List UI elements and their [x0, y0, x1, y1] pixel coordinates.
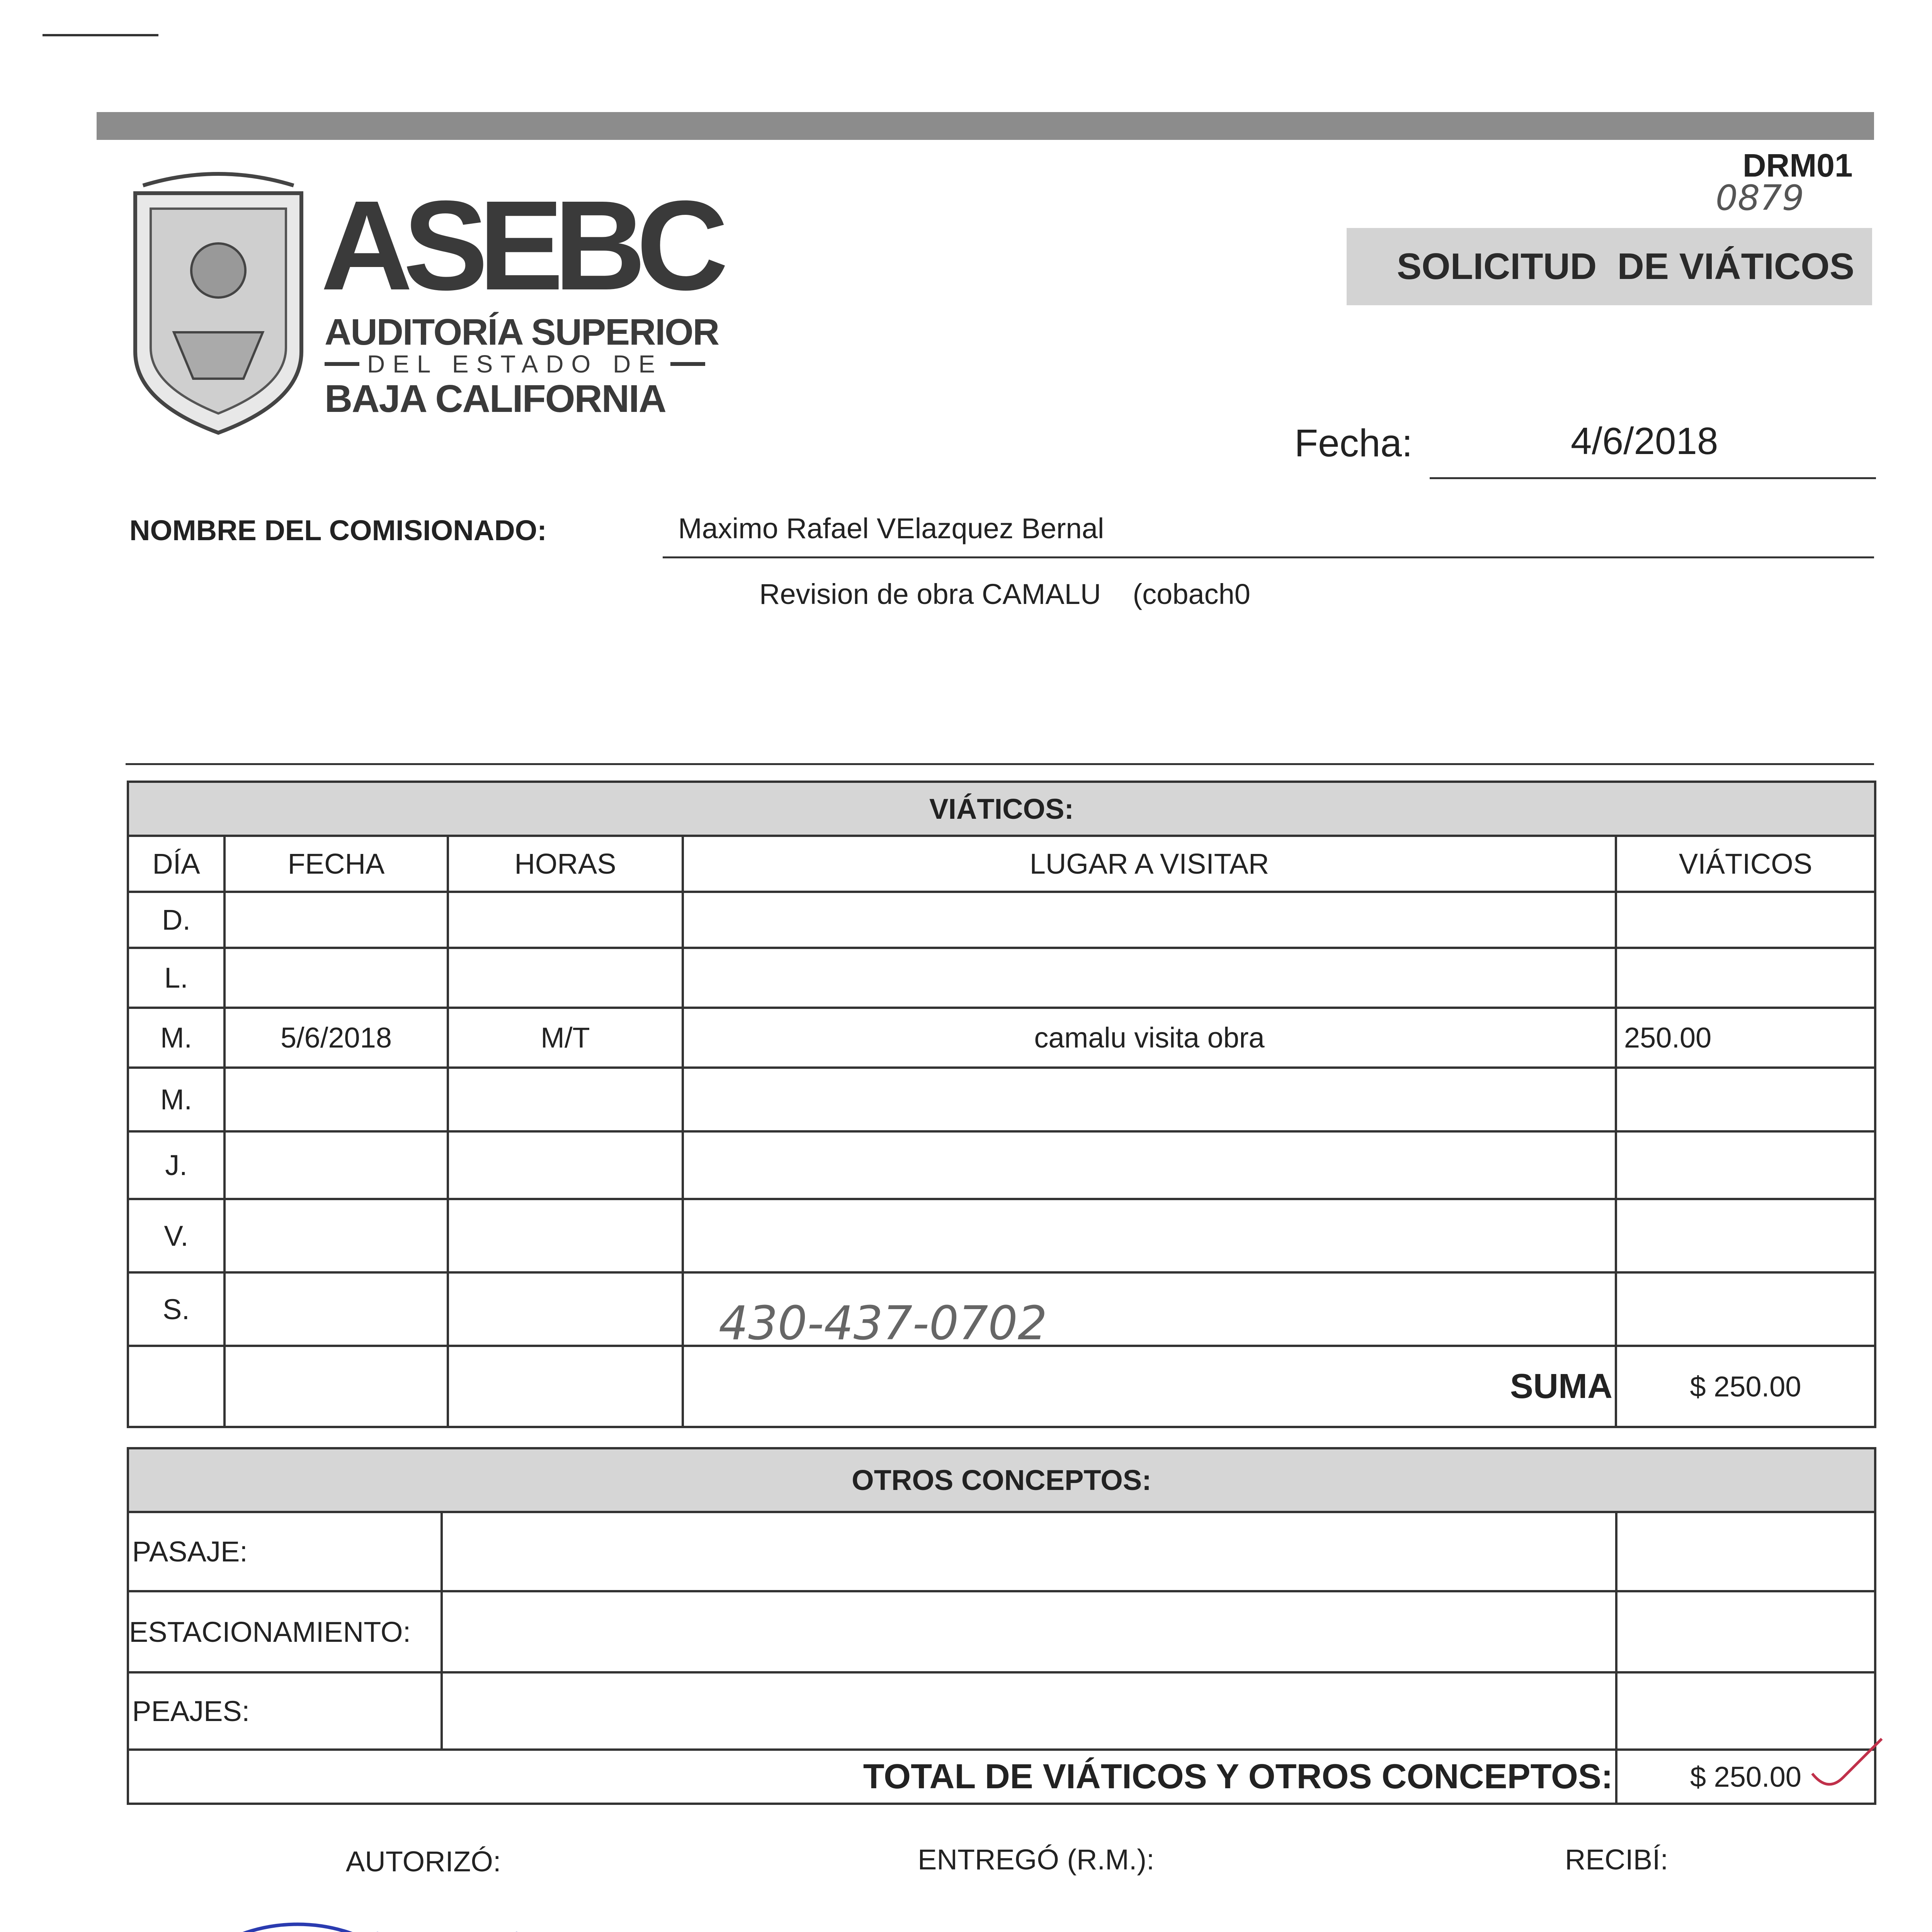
lugar-cell	[683, 1199, 1616, 1272]
col-header-dia: DÍA	[128, 836, 224, 892]
table-row	[128, 1512, 1875, 1591]
dia-cell: S.	[128, 1272, 224, 1346]
viaticos-table	[127, 781, 1876, 1428]
empty-cell	[448, 1346, 683, 1427]
fecha-cell	[224, 892, 448, 948]
autorizo-label: AUTORIZÓ:	[346, 1845, 501, 1878]
dia-cell: L.	[128, 948, 224, 1008]
dia-cell: D.	[128, 892, 224, 948]
horas-cell: M/T	[448, 1008, 683, 1068]
fecha-underline	[1430, 477, 1876, 479]
table-row	[128, 1199, 1875, 1272]
fecha-cell	[224, 948, 448, 1008]
horas-cell	[448, 892, 683, 948]
fecha-cell	[224, 1068, 448, 1131]
title-box	[1347, 228, 1872, 305]
total-row	[128, 1750, 1875, 1804]
suma-value: $ 250.00	[1616, 1346, 1875, 1427]
viaticos-cell	[1616, 948, 1875, 1008]
otros-heading: OTROS CONCEPTOS:	[128, 1448, 1875, 1512]
lugar-cell	[683, 892, 1616, 948]
col-header-horas: HORAS	[448, 836, 683, 892]
table-row	[128, 948, 1875, 1008]
fecha-label: Fecha:	[1294, 422, 1413, 465]
logo-line-2	[325, 350, 705, 378]
horas-cell	[448, 948, 683, 1008]
pasaje-detail	[442, 1512, 1616, 1591]
lugar-cell	[683, 1131, 1616, 1199]
handwritten-phone: 430-437-0702	[719, 1297, 1048, 1350]
recibi-label: RECIBÍ:	[1565, 1844, 1668, 1876]
logo-line-1: AUDITORÍA SUPERIOR	[325, 311, 719, 353]
col-header-fecha: FECHA	[224, 836, 448, 892]
otros-conceptos-table	[127, 1447, 1876, 1805]
viaticos-cell	[1616, 1131, 1875, 1199]
empty-cell	[128, 1346, 224, 1427]
signature-autorizo	[147, 1917, 707, 1932]
viaticos-cell	[1616, 892, 1875, 948]
fecha-cell: 5/6/2018	[224, 1008, 448, 1068]
viaticos-cell	[1616, 1068, 1875, 1131]
horas-cell	[448, 1199, 683, 1272]
horas-cell	[448, 1068, 683, 1131]
folio-number: 0879	[1716, 178, 1804, 218]
estacionamiento-value	[1616, 1591, 1875, 1672]
coat-of-arms-logo	[128, 170, 309, 437]
viaticos-heading: VIÁTICOS:	[128, 782, 1875, 836]
commission-purpose: Revision de obra CAMALU (cobach0	[759, 578, 1250, 610]
horas-cell	[448, 1272, 683, 1346]
total-label: TOTAL DE VIÁTICOS Y OTROS CONCEPTOS:	[128, 1750, 1616, 1804]
viaticos-cell	[1616, 1272, 1875, 1346]
estacionamiento-label: ESTACIONAMIENTO:	[128, 1591, 442, 1672]
pasaje-label: PASAJE:	[128, 1512, 442, 1591]
logo-line-2-text: DEL ESTADO DE	[367, 350, 663, 378]
horas-cell	[448, 1131, 683, 1199]
checkmark-icon	[1808, 1735, 1886, 1793]
table-row	[128, 1068, 1875, 1131]
col-header-viaticos: VIÁTICOS	[1616, 836, 1875, 892]
fecha-cell	[224, 1199, 448, 1272]
entrego-label: ENTREGÓ (R.M.):	[918, 1844, 1155, 1876]
top-bar	[97, 112, 1874, 140]
viaticos-cell	[1616, 1199, 1875, 1272]
empty-cell	[224, 1346, 448, 1427]
lugar-cell	[683, 1272, 1616, 1350]
commissioner-name: Maximo Rafael VElazquez Bernal	[678, 512, 1104, 544]
estacionamiento-detail	[442, 1591, 1616, 1672]
lugar-cell	[683, 1068, 1616, 1131]
dia-cell: M.	[128, 1068, 224, 1131]
table-row	[128, 1672, 1875, 1750]
fecha-value: 4/6/2018	[1571, 420, 1718, 462]
commissioner-underline	[663, 556, 1874, 558]
fecha-cell	[224, 1272, 448, 1346]
suma-label: SUMA	[683, 1346, 1616, 1427]
logo-line-3: BAJA CALIFORNIA	[325, 377, 666, 420]
suma-row	[128, 1346, 1875, 1427]
table-row	[128, 1272, 1875, 1346]
commissioner-label: NOMBRE DEL COMISIONADO:	[129, 514, 547, 546]
lugar-cell: camalu visita obra	[683, 1008, 1616, 1068]
viaticos-cell: 250.00	[1616, 1008, 1875, 1068]
lugar-cell	[683, 948, 1616, 1008]
purpose-underline	[126, 763, 1874, 765]
pasaje-value	[1616, 1512, 1875, 1591]
peajes-label: PEAJES:	[128, 1672, 442, 1750]
total-value: $ 250.00	[1616, 1750, 1875, 1804]
table-row	[128, 1131, 1875, 1199]
dia-cell: J.	[128, 1131, 224, 1199]
col-header-lugar: LUGAR A VISITAR	[683, 836, 1616, 892]
peajes-detail	[442, 1672, 1616, 1750]
form-title: SOLICITUD DE VIÁTICOS	[1397, 246, 1855, 287]
scan-mark	[43, 34, 158, 36]
form-code: DRM01	[1743, 147, 1853, 184]
fecha-cell	[224, 1131, 448, 1199]
table-row	[128, 1591, 1875, 1672]
table-row	[128, 1008, 1875, 1068]
dia-cell: M.	[128, 1008, 224, 1068]
logo-acronym: ASEBC	[321, 174, 719, 316]
table-row	[128, 892, 1875, 948]
dia-cell: V.	[128, 1199, 224, 1272]
